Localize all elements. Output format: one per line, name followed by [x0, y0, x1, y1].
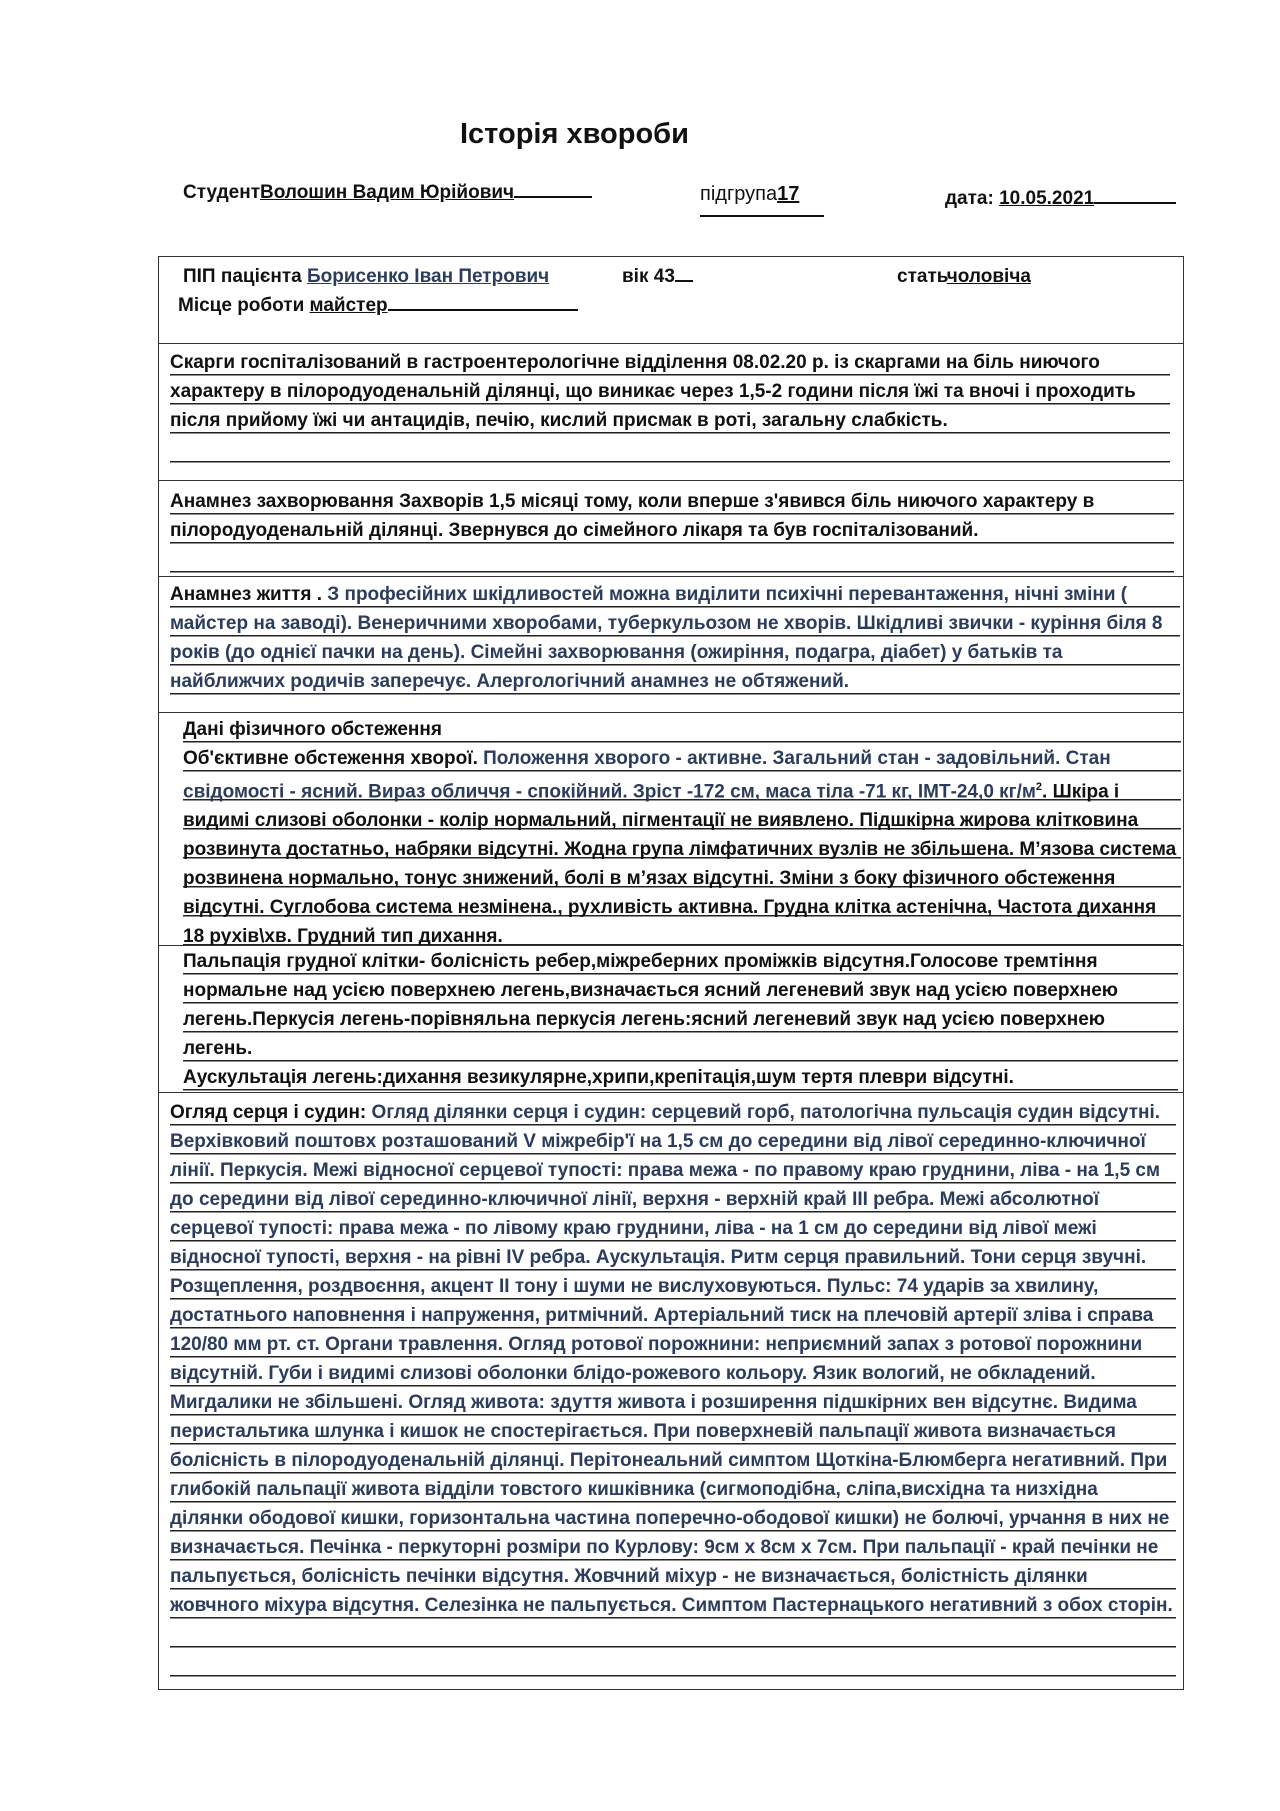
anamnesis-disease-label: Анамнез захворювання [170, 491, 394, 512]
page-title: Історія хвороби [460, 118, 689, 150]
objective-exam-text [183, 744, 1181, 951]
date-value: 10.05.2021 [999, 188, 1095, 209]
complaints-section: Скарги госпіталізований в гастроентерологічне відділення 08.02.20 р. із скаргами на біль ниючого характеру в пілородуоденальній ділянці, що виникає через 1,5-2 години після їжі та вночі і проходить після прийому їжі чи антацидів, печію, кислий присмак в роті, загальну слабкість. [170, 348, 1170, 464]
date-field [945, 184, 1176, 210]
patient-work-row [178, 291, 578, 320]
patient-name: Борисенко Іван Петрович [307, 266, 550, 287]
lungs-auscultation: Аускультація легень:дихання везикулярне,хрипи,крепітація,шум тертя плеври відсутні. [183, 1067, 1014, 1088]
patient-name-row [183, 262, 549, 291]
subgroup-label: підгрупа [700, 183, 778, 205]
patient-sex-label: стать [897, 266, 947, 287]
objective-exam-part-b: . Шкіра і видимі слизові оболонки - колір нормальний, пігментації не виявлено. Підшкірна жирова клітковина розвинута достатньо, набряки відсутні. Жодна група лімфатичних вузлів не збільшена. М’язова система розвинена нормально, тонус знижений, болі в м’язах відсутні. Зміни з боку фізичного обстеження відсутні. Суглобова система незмінена., рухливість активна. Грудна клітка астенічна, Частота дихання 18 рухів\хв. Грудний тип дихання. [183, 781, 1177, 948]
subgroup-field [700, 183, 799, 206]
anamnesis-life-section: Анамнез життя . З професійних шкідливостей можна виділити психічні перевантаження, нічні зміни ( майстер на заводі). Венеричними хворобами, туберкульозом не хворів. Шкідливі звички - куріння біля 8 років (до однієї пачки на день). Сімейні захворювання (ожиріння, подагра, діабет) у батьків та найближчих родичів заперечує. Алергологічний анамнез не обтяжений. [170, 580, 1180, 696]
lungs-section [183, 947, 1178, 1092]
anamnesis-disease-section [170, 487, 1174, 574]
patient-age-field [622, 262, 693, 291]
physical-exam-heading: Дані фізичного обстеження [183, 719, 442, 740]
anamnesis-life-text: З професійних шкідливостей можна виділити психічні перевантаження, нічні зміни ( майстер на заводі). Венеричними хворобами, туберкульозом не хворів. Шкідливі звички - куріння біля 8 років (до однієї пачки на день). Сімейні захворювання (ожиріння, подагра, діабет) у батьків та найближчих родичів заперечує. Алергологічний анамнез не обтяжений. [170, 584, 1163, 692]
lungs-palpation-percussion: Пальпація грудної клітки- болісність ребер,міжреберних проміжків відсутня.Голосове тремтіння нормальне над усією поверхнею легень,визначається ясний легеневий звук над усією поверхнею легень.Перкусія легень-порівняльна перкусія легень:ясний легеневий звук над усією поверхнею легень. [183, 951, 1119, 1059]
physical-exam-section [183, 715, 1181, 947]
patient-age: 43 [653, 266, 675, 287]
patient-work: майстер [309, 295, 388, 316]
patient-name-label: ПІП пацієнта [183, 266, 302, 287]
subgroup-value: 17 [777, 183, 800, 205]
heart-divider [158, 1092, 1184, 1093]
lungs-divider [158, 945, 1184, 946]
student-field [183, 178, 592, 204]
objective-exam-part-a: Положення хворого - активне. Загальний стан - задовільний. Стан свідомості - ясний. Вираз обличчя - спокійний. Зріст -172 см, маса тіла -71 кг, ІМТ-24,0 кг/м [183, 748, 1111, 803]
date-label: дата: [945, 188, 994, 209]
anamnesis-life-divider [158, 576, 1184, 577]
heart-label: Огляд серця і судин: [170, 1102, 367, 1123]
patient-age-label: вік [622, 266, 649, 287]
anamnesis-life-label: Анамнез життя [170, 584, 312, 605]
objective-exam-label: Об'єктивне обстеження хворої. [183, 748, 478, 769]
anamnesis-disease-divider [158, 480, 1184, 481]
patient-sex-field [897, 262, 1031, 291]
student-name: Волошин Вадим Юрійович [260, 182, 515, 203]
complaints-divider [158, 343, 1184, 344]
student-label: Студент [183, 182, 261, 203]
objective-exam-sup: 2 [1035, 781, 1043, 793]
physical-exam-divider [158, 712, 1184, 713]
patient-sex: чоловіча [946, 266, 1031, 287]
heart-section [170, 1098, 1176, 1678]
heart-text: Огляд ділянки серця і судин: серцевий горб, патологічна пульсація судин відсутні. Верхівковий поштовх розташований V міжребір'ї на 1,5 см до середини від лівої серединно-ключичної лінії. Перкусія. Межі відносної серцевої тупості: права межа - по правому краю груднини, ліва - на 1,5 см до середини від лівої серединно-ключичної лінії, верхня - верхній край ІІІ ребра. Межі абсолютної серцевої тупості: права межа - по лівому краю груднини, ліва - на 1 см до середини від лівої межі відносної тупості, верхня - на рівні IV ребра. Аускультація. Ритм серця правильний. Тони серця звучні. Розщеплення, роздвоєння, акцент II тону і шуми не вислуховуються. Пульс: 74 ударів за хвилину, достатнього наповнення і напруження, ритмічний. Артеріальний тиск на плечовій артерії зліва і справа 120/80 мм рт. ст. Органи травлення. Огляд ротової порожнини: неприємний запах з ротової порожнини відсутній. Губи і видимі слизові оболонки блідо-рожевого кольору. Язик вологий, не обкладений. Мигдалики не збільшені. Огляд живота: здуття живота і розширення підшкірних вен відсутнє. Видима перистальтика шлунка і кишок не спостерігається. При поверхневій пальпації живота визначається болісність в пілородуоденальній ділянці. Перітонеальний симптом Щоткіна-Блюмберга негативний. При глибокій пальпації живота відділи товстого кишківника (сигмоподібна, сліпа,висхідна та низхідна ділянки ободової кишки, горизонтальна частина поперечно-ободової кишки) не болючі, урчання в них не визначається. Печінка - перкуторні розміри по Курлову: 9см х 8см х 7см. При пальпації - край печінки не пальпується, болісність печінки відсутня. Жовчний міхур - не визначається, болістність ділянки жовчного міхура відсутня. Селезінка не пальпується. Симптом Пастернацького негативний з обох сторін. [170, 1102, 1173, 1616]
anamnesis-disease-text: Захворів 1,5 місяці тому, коли вперше з'явився біль ниючого характеру в пілородуоденальній ділянці. Звернувся до сімейного лікаря та був госпіталізований. [170, 491, 1095, 541]
patient-work-label: Місце роботи [178, 295, 305, 316]
